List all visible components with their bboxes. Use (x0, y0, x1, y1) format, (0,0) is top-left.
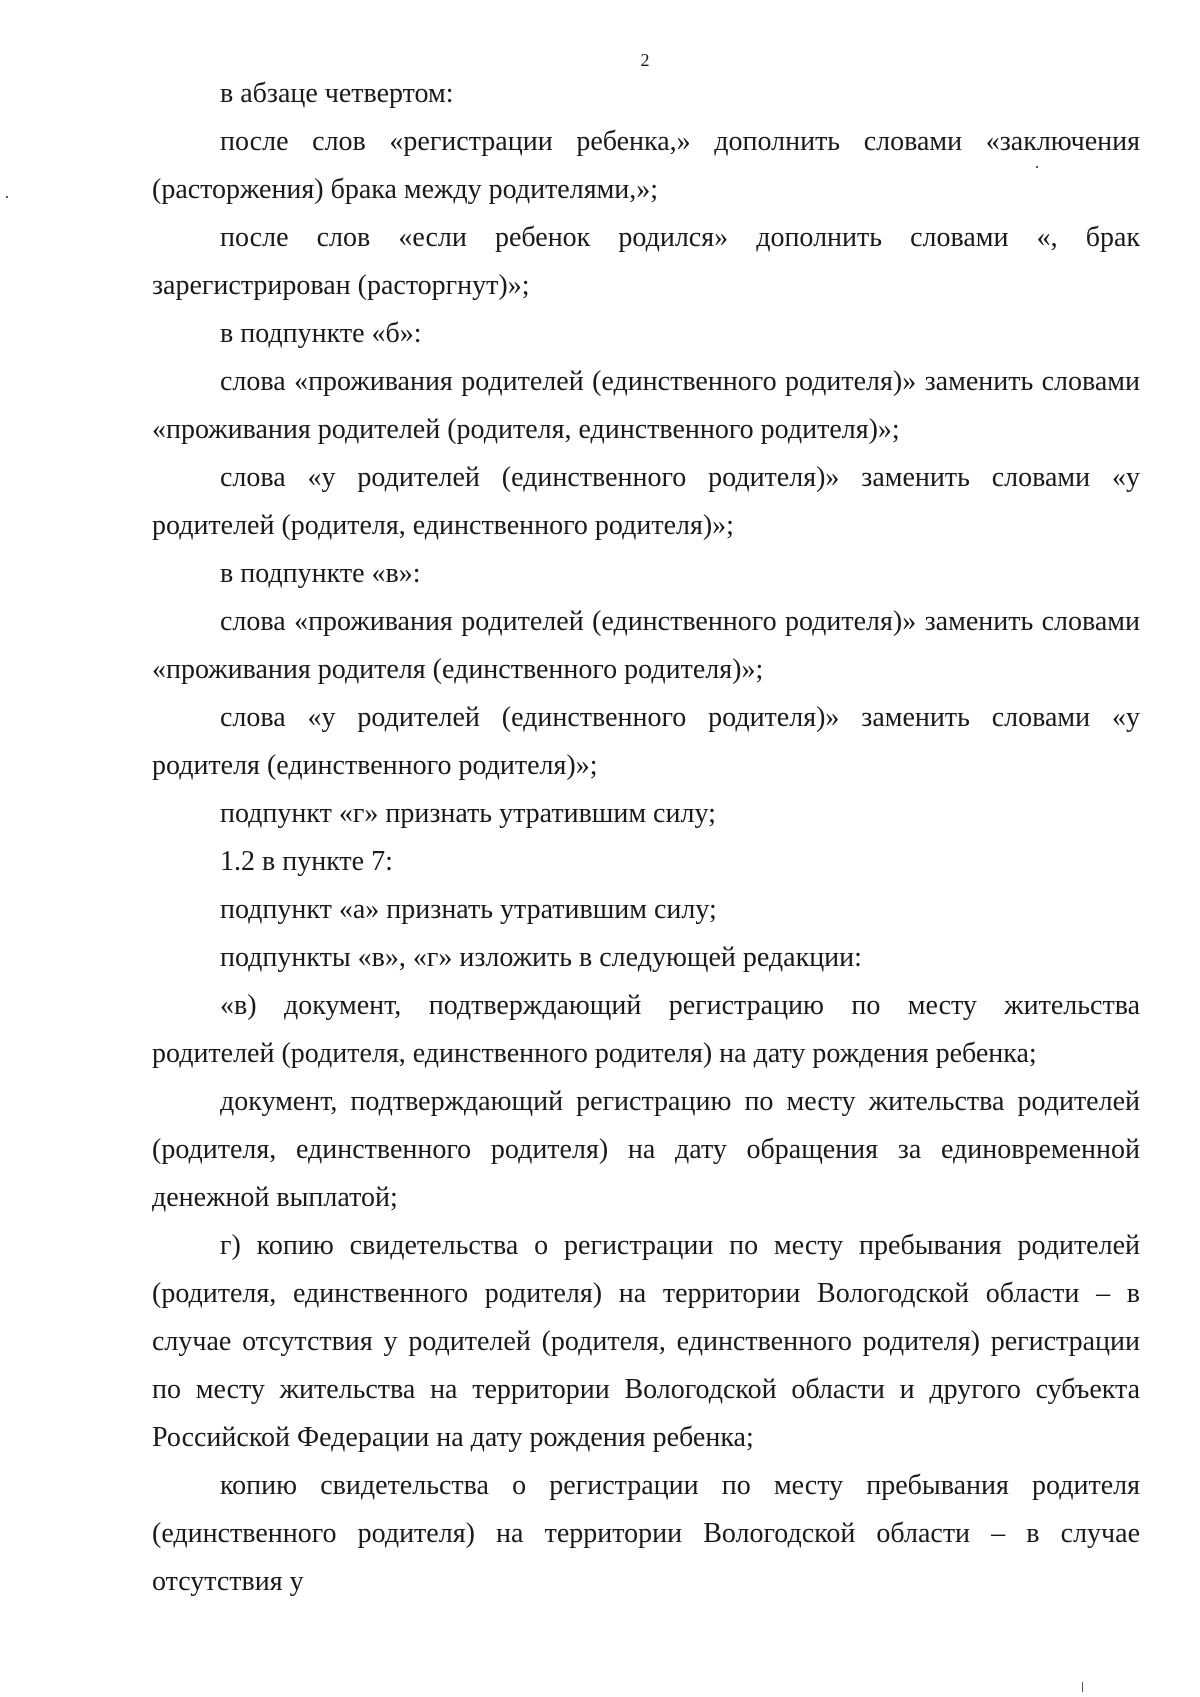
paragraph: слова «проживания родителей (единственного родителя)» заменить словами «проживания родителя (единственного родителя)»; (152, 606, 1140, 685)
paragraph: после слов «если ребенок родился» дополнить словами «, брак зарегистрирован (расторгнут)»; (152, 222, 1140, 301)
paragraph: г) копию свидетельства о регистрации по месту пребывания родителей (родителя, единственного родителя) на территории Вологодской области – в случае отсутствия у родителей (родителя, единственного родителя) регистрации по месту жительства на территории Вологодской области и другого субъекта Российской Федерации на дату рождения ребенка; (152, 1230, 1140, 1453)
paragraph: в подпункте «б»: (220, 318, 422, 349)
paragraph: в абзаце четвертом: (220, 78, 454, 109)
paragraph: 1.2 в пункте 7: (220, 846, 393, 877)
scan-artifact-bottom (1082, 1682, 1083, 1692)
paragraph: слова «у родителей (единственного родителя)» заменить словами «у родителей (родителя, единственного родителя)»; (152, 462, 1140, 541)
paragraph: после слов «регистрации ребенка,» дополнить словами «заключения (расторжения) брака между родителями,»; (152, 126, 1140, 205)
paragraph: слова «у родителей (единственного родителя)» заменить словами «у родителя (единственного родителя)»; (152, 702, 1140, 781)
page-number: 2 (640, 50, 650, 70)
paragraph: подпункты «в», «г» изложить в следующей редакции: (220, 942, 862, 973)
paragraph: слова «проживания родителей (единственного родителя)» заменить словами «проживания родителей (родителя, единственного родителя)»; (152, 366, 1140, 445)
paragraph: документ, подтверждающий регистрацию по месту жительства родителей (родителя, единственного родителя) на дату обращения за единовременной денежной выплатой; (152, 1086, 1140, 1213)
paragraph: в подпункте «в»: (220, 558, 421, 589)
scan-artifact-left (6, 196, 8, 198)
paragraph: «в) документ, подтверждающий регистрацию по месту жительства родителей (родителя, единственного родителя) на дату рождения ребенка; (152, 990, 1140, 1069)
paragraph: подпункт «г» признать утратившим силу; (220, 798, 716, 829)
paragraph: копию свидетельства о регистрации по месту пребывания родителя (единственного родителя) на территории Вологодской области – в случае отсутствия у (152, 1470, 1140, 1597)
scan-artifact-right (1036, 166, 1038, 168)
paragraph: подпункт «а» признать утратившим силу; (220, 894, 717, 925)
document-body (152, 70, 1140, 1606)
